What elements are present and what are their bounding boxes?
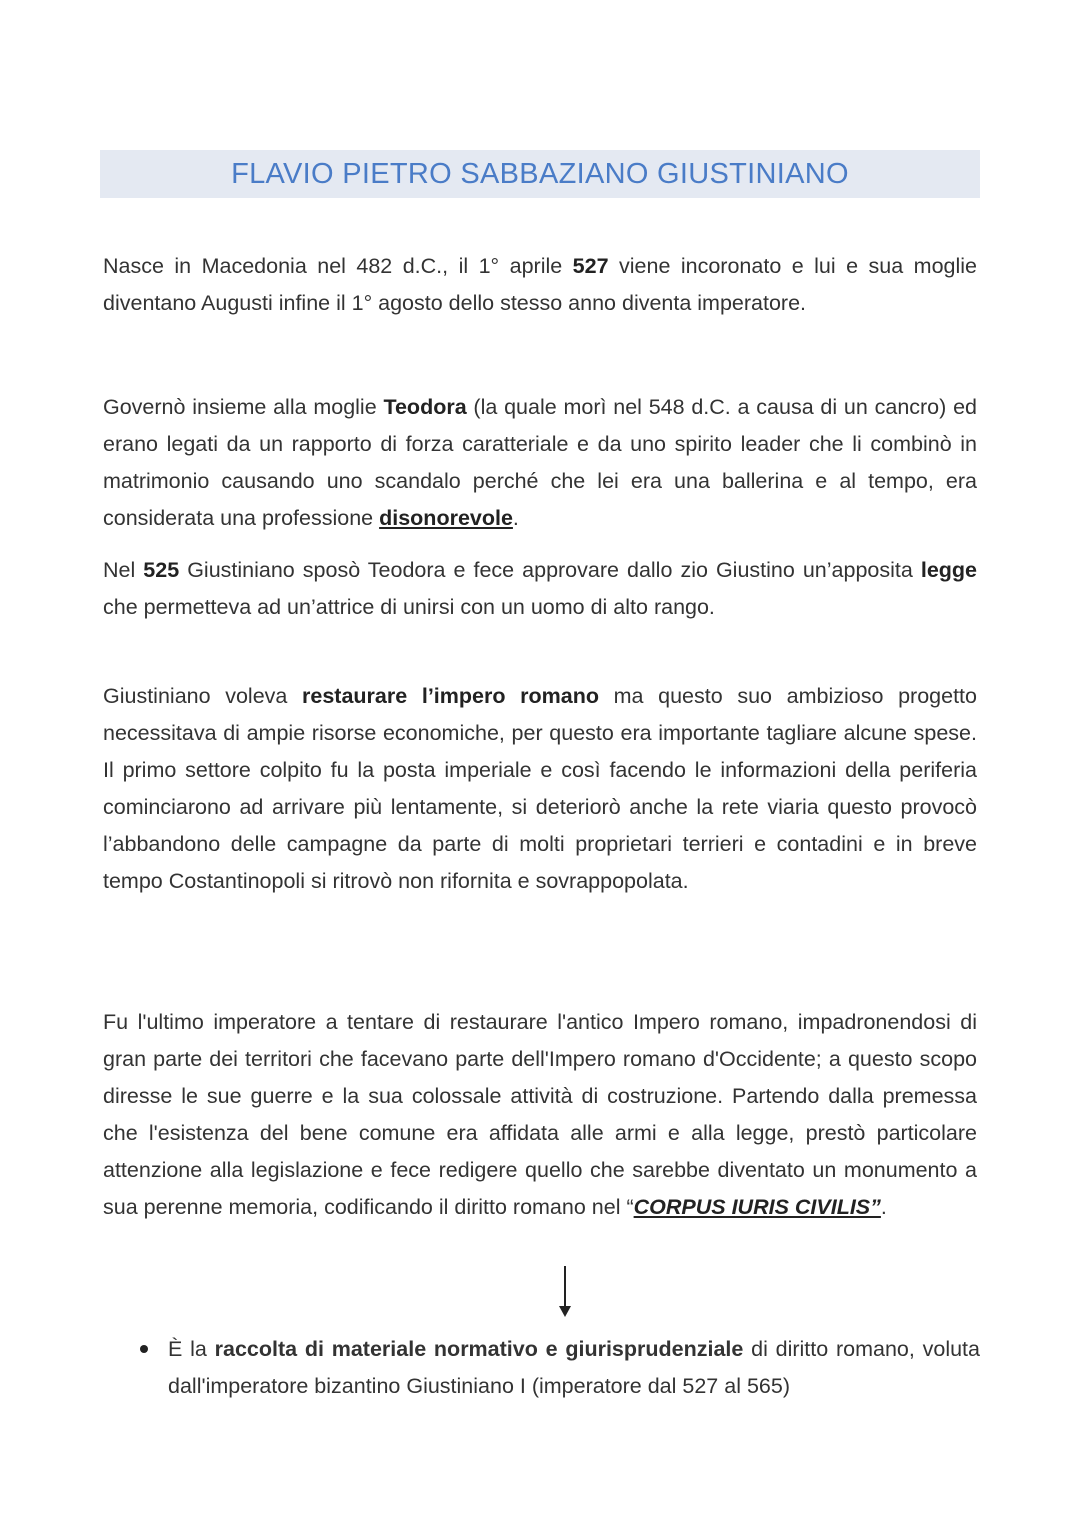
corpus-iuris-civilis: CORPUS IURIS CIVILIS” (633, 1195, 881, 1219)
year-525: 525 (143, 558, 180, 582)
paragraph-teodora: Governò insieme alla moglie Teodora (la quale morì nel 548 d.C. a causa di un cancro) ed erano legati da un rapporto di forza caratteriale e da uno spirito leader che li combinò in matrimonio causando uno scandalo perché che lei era una ballerina e al tempo, era considerata una professione disonorevole. (103, 395, 977, 530)
list-item: È la raccolta di materiale normativo e giurisprudenziale di diritto romano, voluta dall'imperatore bizantino Giustiniano I (imperatore dal 527 al 565) (168, 1337, 980, 1398)
bullet-icon (140, 1345, 148, 1353)
paragraph-marriage: Nel 525 Giustiniano sposò Teodora e fece approvare dallo zio Giustino un’apposita legge che permetteva ad un’attrice di unirsi con un uomo di alto rango. (103, 558, 978, 619)
bullet-list (130, 1331, 980, 1405)
paragraph-restoration: Giustiniano voleva restaurare l’impero romano ma questo suo ambizioso progetto necessitava di ampie risorse economiche, per questo era importante tagliare alcune spese. Il primo settore colpito fu la posta imperiale e così facendo le informazioni della periferia cominciarono ad arrivare più lentamente, si deteriorò anche la rete viaria questo provocò l’abbandono delle campagne da parte di molti proprietari terrieri e contadini e in breve tempo Costantinopoli si ritrovò non rifornita e sovrappopolata. (103, 684, 977, 893)
word-legge: legge (920, 558, 978, 582)
paragraph-birth: Nasce in Macedonia nel 482 d.C., il 1° aprile 527 viene incoronato e lui e sua moglie diventano Augusti infine il 1° agosto dello stesso anno diventa imperatore. (103, 254, 977, 315)
down-arrow-icon (556, 1266, 574, 1318)
word-disonorevole: disonorevole (379, 506, 513, 530)
phrase-restaurare: restaurare l’impero romano (302, 684, 599, 708)
year-527: 527 (572, 254, 609, 278)
title-banner (100, 150, 980, 198)
phrase-raccolta: raccolta di materiale normativo e giurisprudenziale (214, 1337, 744, 1361)
page-title: FLAVIO PIETRO SABBAZIANO GIUSTINIANO (231, 157, 849, 190)
name-teodora: Teodora (383, 395, 467, 419)
paragraph-corpus: Fu l'ultimo imperatore a tentare di restaurare l'antico Impero romano, impadronendosi di gran parte dei territori che facevano parte dell'Impero romano d'Occidente; a questo scopo diresse le sue guerre e la sua colossale attività di costruzione. Partendo dalla premessa che l'esistenza del bene comune era affidata alle armi e alla legge, prestò particolare attenzione alla legislazione e fece redigere quello che sarebbe diventato un monumento a sua perenne memoria, codificando il diritto romano nel “CORPUS IURIS CIVILIS”. (103, 1010, 977, 1219)
